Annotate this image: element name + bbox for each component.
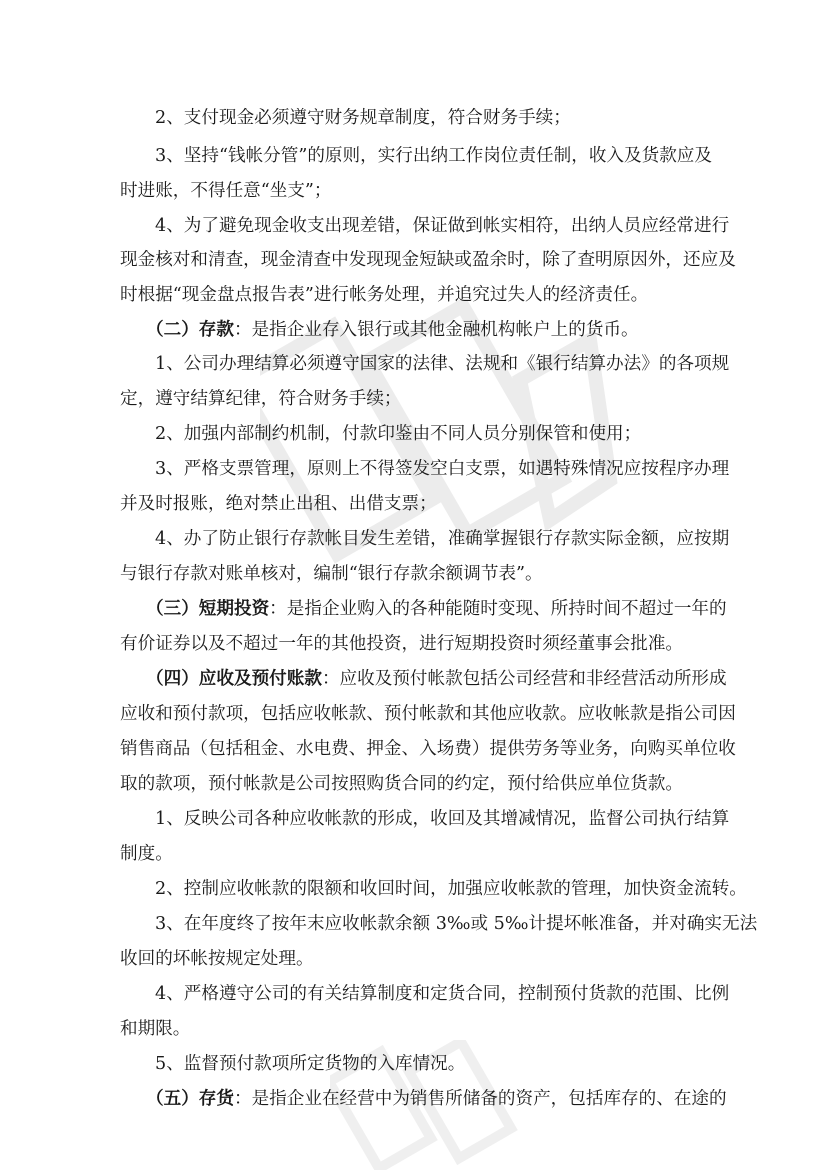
watermark-logo	[260, 300, 620, 600]
paragraph-line: 时根据“现金盘点报告表”进行帐务处理，并追究过失人的经济责任。	[120, 285, 649, 305]
paragraph-line: 3、严格支票管理，原则上不得签发空白支票，如遇特殊情况应按程序办理	[155, 459, 730, 479]
section-heading-label: （五）存货	[146, 1088, 234, 1109]
section-heading-label: （二）存款	[146, 319, 234, 340]
paragraph-line: 1、公司办理结算必须遵守国家的法律、法规和《银行结算办法》的各项规	[155, 354, 730, 374]
paragraph-line: 有价证券以及不超过一年的其他投资，进行短期投资时须经董事会批准。	[120, 634, 684, 654]
paragraph-line: 3、坚持“钱帐分管”的原则，实行出纳工作岗位责任制，收入及货款应及	[155, 146, 712, 166]
paragraph-line: 2、加强内部制约机制，付款印鉴由不同人员分别保管和使用；	[155, 424, 642, 444]
paragraph-line: 与银行存款对账单核对，编制“银行存款余额调节表”。	[120, 564, 543, 584]
paragraph-line: 销售商品（包括租金、水电费、押金、入场费）提供劳务等业务，向购买单位收	[120, 739, 736, 759]
section-heading-deposits	[146, 318, 639, 342]
section-heading-short-investment	[146, 597, 727, 621]
paragraph-line: 应收和预付款项，包括应收帐款、预付帐款和其他应收款。应收帐款是指公司因	[120, 704, 736, 724]
paragraph-line: 取的款项，预付帐款是公司按照购货合同的约定，预付给供应单位货款。	[120, 774, 684, 794]
paragraph-line: 2、支付现金必须遵守财务规章制度，符合财务手续；	[155, 108, 571, 128]
paragraph-line: 定，遵守结算纪律，符合财务手续；	[120, 389, 402, 409]
section-heading-text: ：是指企业在经营中为销售所储备的资产，包括库存的、在途的	[233, 1089, 727, 1109]
paragraph-line: 2、控制应收帐款的限额和收回时间，加强应收帐款的管理，加快资金流转。	[155, 879, 747, 899]
paragraph-line: 现金核对和清查，现金清查中发现现金短缺或盈余时，除了查明原因外，还应及	[120, 250, 736, 270]
section-heading-text: ：是指企业存入银行或其他金融机构帐户上的货币。	[233, 320, 639, 340]
paragraph-line: 1、反映公司各种应收帐款的形成，收回及其增减情况，监督公司执行结算	[155, 809, 730, 829]
section-heading-label: （四）应收及预付账款	[146, 668, 322, 689]
paragraph-line: 4、为了避免现金收支出现差错，保证做到帐实相符，出纳人员应经常进行	[155, 216, 730, 236]
paragraph-line: 收回的坏帐按规定处理。	[120, 949, 314, 969]
section-heading-text: ：应收及预付帐款包括公司经营和非经营活动所形成	[321, 669, 727, 689]
paragraph-line: 并及时报账，绝对禁止出租、出借支票；	[120, 494, 437, 514]
paragraph-line: 制度。	[120, 844, 173, 864]
section-heading-text: ：是指企业购入的各种能随时变现、所持时间不超过一年的	[269, 599, 727, 619]
section-heading-receivables	[146, 667, 727, 691]
paragraph-line: 4、办了防止银行存款帐目发生差错，准确掌握银行存款实际金额，应按期	[155, 529, 730, 549]
section-heading-label: （三）短期投资	[146, 598, 270, 619]
section-heading-inventory	[146, 1087, 727, 1111]
paragraph-line: 3、在年度终了按年末应收帐款余额 3‰或 5‰计提坏帐准备，并对确实无法	[155, 914, 758, 934]
paragraph-line: 4、严格遵守公司的有关结算制度和定货合同，控制预付货款的范围、比例	[155, 984, 730, 1004]
paragraph-line: 5、监督预付款项所定货物的入库情况。	[155, 1054, 466, 1074]
paragraph-line: 时进账，不得任意“坐支”；	[120, 181, 332, 201]
paragraph-line: 和期限。	[120, 1019, 191, 1039]
